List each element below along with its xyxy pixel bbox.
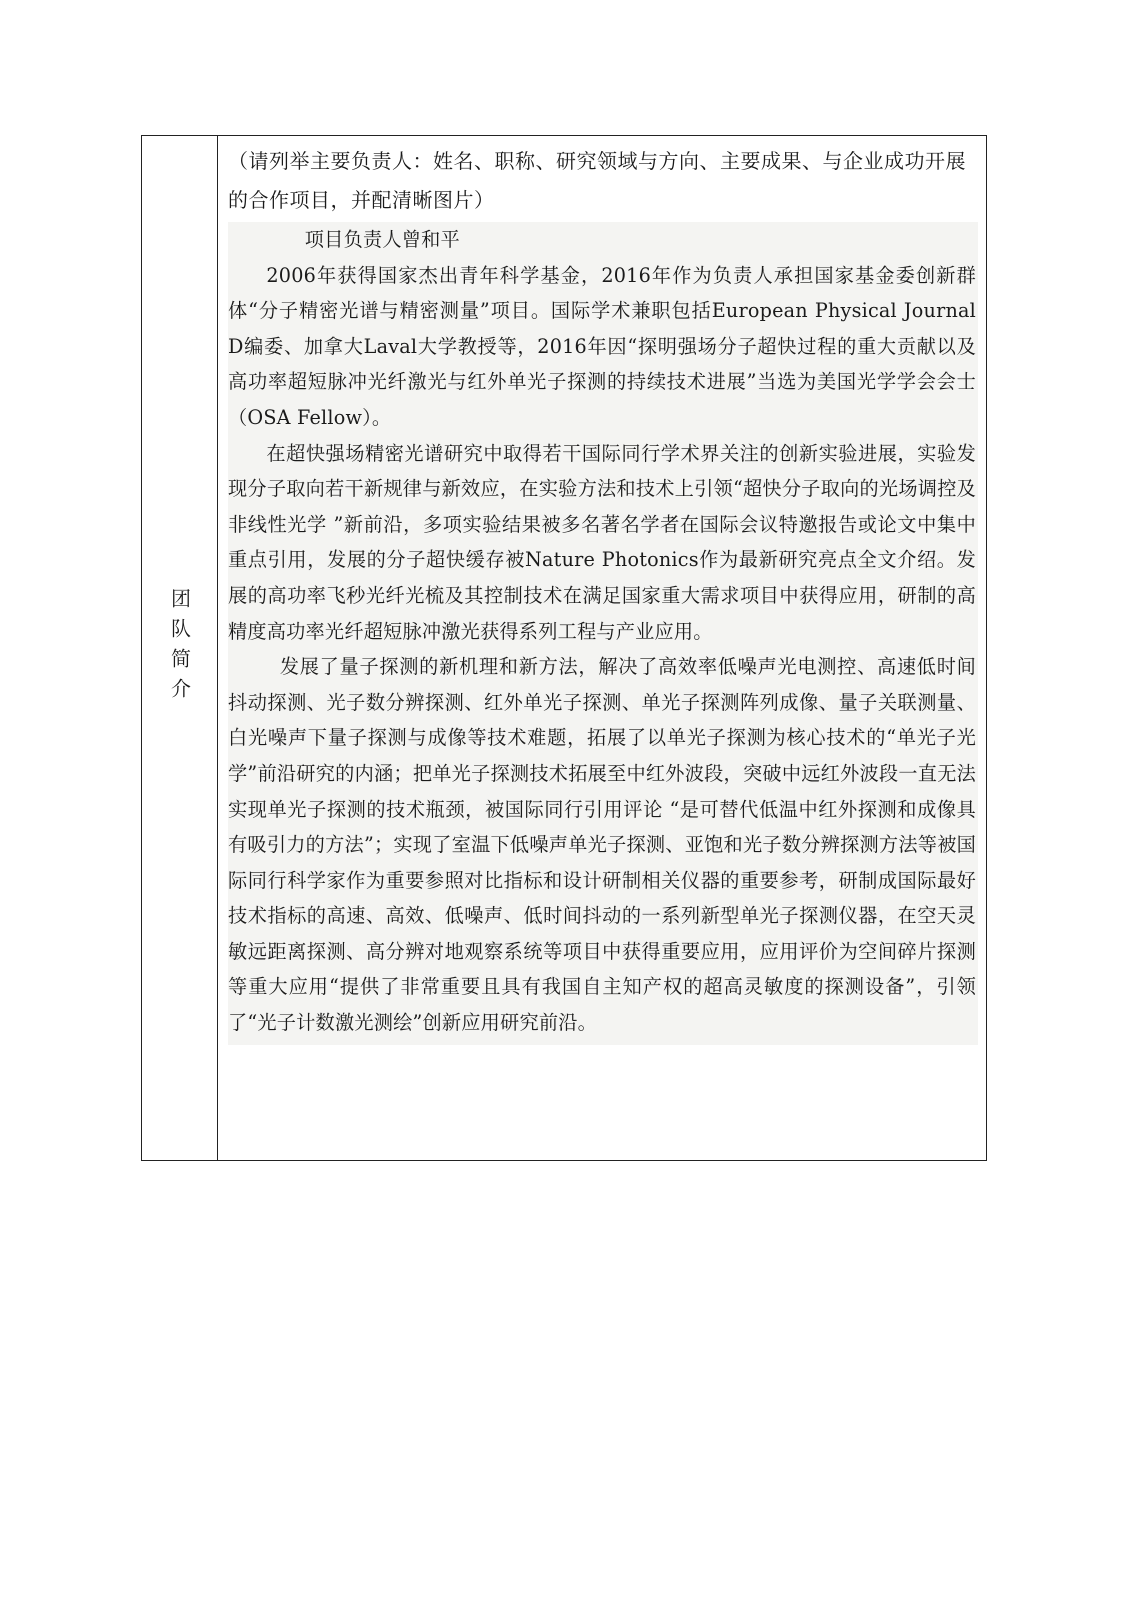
leader-line: 项目负责人曾和平 — [304, 228, 460, 251]
profile-paragraph: 2006年获得国家杰出青年科学基金，2016年作为负责人承担国家基金委创新群体“分子精密光谱与精密测量”项目。国际学术兼职包括European Physical Journal D编委、加拿大Laval大学教授等，2016年因“探明强场分子超快过程的重大贡献以及高功率超短脉冲光纤激光与红外单光子探测的持续技术进展”当选为美国光学学会会士（OSA Fellow）。 — [228, 263, 976, 429]
section-label-cell — [142, 136, 218, 1160]
leader-profile — [228, 222, 978, 1045]
instruction-text: （请列举主要负责人：姓名、职称、研究领域与方向、主要成果、与企业成功开展的合作项目，并配清晰图片） — [228, 149, 966, 212]
team-intro-table — [141, 135, 987, 1161]
profile-paragraph: 在超快强场精密光谱研究中取得若干国际同行学术界关注的创新实验进展，实验发现分子取向若干新规律与新效应，在实验方法和技术上引领“超快分子取向的光场调控及非线性光学 ”新前沿，多项实验结果被多名著名学者在国际会议特邀报告或论文中集中重点引用，发展的分子超快缓存被Nature Photonics作为最新研究亮点全文介绍。发展的高功率飞秒光纤光梳及其控制技术在满足国家重大需求项目中获得应用，研制的高精度高功率光纤超短脉冲激光获得系列工程与产业应用。 — [228, 441, 976, 643]
content-cell — [218, 136, 986, 1160]
profile-paragraph: 发展了量子探测的新机理和新方法，解决了高效率低噪声光电测控、高速低时间抖动探测、光子数分辨探测、红外单光子探测、单光子探测阵列成像、量子关联测量、白光噪声下量子探测与成像等技术难题，拓展了以单光子探测为核心技术的“单光子光学”前沿研究的内涵；把单光子探测技术拓展至中红外波段，突破中远红外波段一直无法实现单光子探测的技术瓶颈，被国际同行引用评论 “是可替代低温中红外探测和成像具有吸引力的方法”；实现了室温下低噪声单光子探测、亚饱和光子数分辨探测方法等被国际同行科学家作为重要参照对比指标和设计研制相关仪器的重要参考，研制成国际最好技术指标的高速、高效、低噪声、低时间抖动的一系列新型单光子探测仪器，在空天灵敏远距离探测、高分辨对地观察系统等项目中获得重要应用，应用评价为空间碎片探测等重大应用“提供了非常重要且具有我国自主知产权的超高灵敏度的探测设备”，引领了“光子计数激光测绘”创新应用研究前沿。 — [228, 655, 976, 1035]
section-label: 团队简介 — [167, 588, 192, 708]
